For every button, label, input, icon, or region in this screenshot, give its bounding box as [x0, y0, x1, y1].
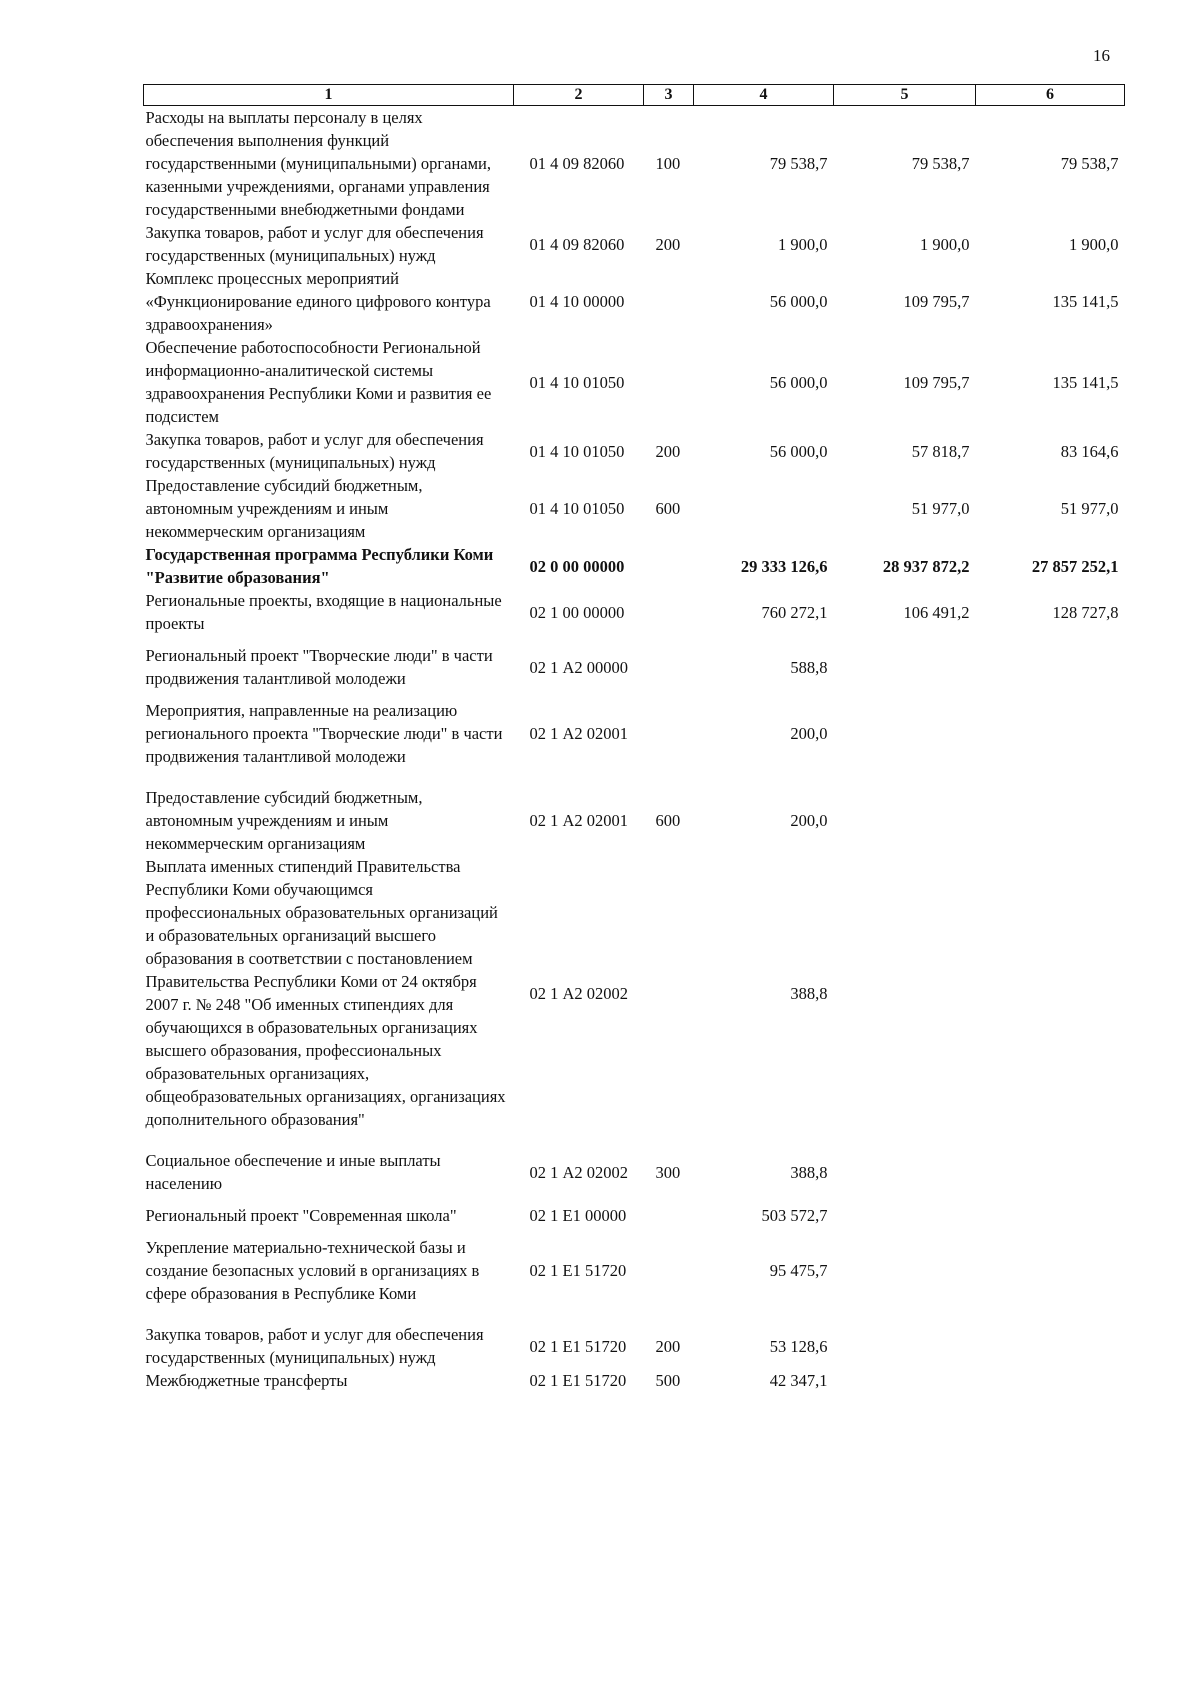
- row-kvr: 600: [655, 811, 681, 830]
- column-header-6: 6: [976, 85, 1125, 106]
- row-value-3: [976, 855, 1125, 1140]
- row-value-3: [976, 699, 1125, 777]
- row-name: Мероприятия, направленные на реализацию регионального проекта "Творческие люди" в части продвижения талантливой молодежи: [145, 701, 503, 766]
- row-value-3: 135 141,5: [1052, 292, 1119, 311]
- row-kvr: 600: [655, 499, 681, 518]
- row-value-2: [834, 699, 976, 777]
- row-code: 02 1 Е1 51720: [529, 1336, 627, 1356]
- row-value-1: 56 000,0: [769, 292, 828, 311]
- row-name: Выплата именных стипендий Правительства Республики Коми обучающимся профессиональных образовательных организаций и образовательных организаций высшего образования в соответствии с постановлением Правительства Республики Коми от 24 октября 2007 г. № 248 "Об именных стипендиях для обучающихся в образовательных организациях высшего образования, профессиональных образовательных организациях, общеобразовательных организациях, организациях дополнительного образования": [145, 857, 506, 1129]
- column-header-3: 3: [644, 85, 694, 106]
- row-name: Закупка товаров, работ и услуг для обеспечения государственных (муниципальных) нужд: [145, 1325, 484, 1367]
- row-value-2: [834, 644, 976, 699]
- row-name: Региональный проект "Творческие люди" в части продвижения талантливой молодежи: [145, 646, 493, 688]
- row-value-2: [834, 1236, 976, 1314]
- row-code: 01 4 10 01050: [529, 441, 625, 461]
- row-name: Закупка товаров, работ и услуг для обеспечения государственных (муниципальных) нужд: [145, 223, 484, 265]
- row-value-3: [976, 644, 1125, 699]
- row-value-2: 57 818,7: [911, 441, 970, 461]
- column-header-2: 2: [514, 85, 644, 106]
- row-value-2: [834, 1369, 976, 1392]
- row-code: 02 1 00 00000: [529, 602, 625, 622]
- row-value-1: 760 272,1: [761, 602, 828, 622]
- row-name: Закупка товаров, работ и услуг для обеспечения государственных (муниципальных) нужд: [145, 430, 484, 472]
- table-row: [144, 106, 1125, 222]
- row-name: Социальное обеспечение и иные выплаты населению: [145, 1151, 441, 1193]
- table-row: [144, 1314, 1125, 1369]
- row-kvr: [644, 1236, 694, 1314]
- row-value-2: 109 795,7: [903, 292, 970, 311]
- row-kvr: [644, 1204, 694, 1236]
- row-value-1: 1 900,0: [778, 234, 828, 254]
- row-code: 01 4 10 00000: [529, 292, 625, 311]
- row-value-1: 388,8: [790, 983, 828, 1003]
- row-kvr: 200: [655, 441, 681, 461]
- row-value-1: 29 333 126,6: [740, 556, 828, 576]
- row-name: Предоставление субсидий бюджетным, автономным учреждениям и иным некоммерческим организациям: [145, 788, 423, 853]
- row-value-1: 56 000,0: [769, 372, 828, 392]
- row-kvr: 500: [655, 1371, 681, 1390]
- row-name: Государственная программа Республики Коми "Развитие образования": [145, 545, 494, 587]
- row-value-2: [834, 1140, 976, 1204]
- row-value-2: [834, 855, 976, 1140]
- row-kvr: [644, 644, 694, 699]
- row-value-2: [834, 1314, 976, 1369]
- row-kvr: [644, 589, 694, 644]
- row-name: Межбюджетные трансферты: [145, 1371, 348, 1390]
- row-value-2: 106 491,2: [903, 602, 970, 622]
- row-code: 01 4 10 01050: [529, 372, 625, 392]
- row-code: 02 1 Е1 51720: [529, 1261, 627, 1280]
- row-kvr: 200: [655, 234, 681, 254]
- table-row: [144, 428, 1125, 474]
- row-value-3: [976, 1236, 1125, 1314]
- table-row: [144, 644, 1125, 699]
- row-value-2: 51 977,0: [911, 499, 970, 518]
- row-value-2: 109 795,7: [903, 372, 970, 392]
- row-kvr: [644, 543, 694, 589]
- table-row: [144, 1204, 1125, 1236]
- row-value-1: 200,0: [790, 811, 828, 830]
- row-kvr: 100: [655, 154, 681, 173]
- table-row: [144, 1369, 1125, 1392]
- row-code: 02 1 А2 00000: [529, 657, 629, 677]
- row-code: 02 1 А2 02001: [529, 811, 629, 830]
- row-name: Расходы на выплаты персоналу в целях обеспечения выполнения функций государственными (муниципальными) органами, казенными учреждениями, органами управления государственными внебюджетными фондами: [145, 108, 492, 219]
- row-code: 02 1 А2 02001: [529, 724, 629, 743]
- row-value-1: 42 347,1: [769, 1371, 828, 1390]
- row-value-1: 79 538,7: [769, 154, 828, 173]
- row-name: Обеспечение работоспособности Региональной информационно-аналитической системы здравоохранения Республики Коми и развития ее подсистем: [145, 338, 492, 426]
- row-value-2: [834, 777, 976, 855]
- row-value-2: 28 937 872,2: [882, 556, 970, 576]
- row-code: 02 1 А2 02002: [529, 1162, 629, 1182]
- column-header-5: 5: [834, 85, 976, 106]
- row-kvr: [644, 336, 694, 428]
- row-name: Укрепление материально-технической базы и создание безопасных условий в организациях в сфере образования в Республике Коми: [145, 1238, 480, 1303]
- row-name: Региональный проект "Современная школа": [145, 1206, 457, 1225]
- row-value-3: [976, 777, 1125, 855]
- row-value-1: 95 475,7: [769, 1261, 828, 1280]
- row-value-2: 1 900,0: [920, 234, 970, 254]
- page-number: 16: [1093, 46, 1110, 65]
- row-code: 02 1 А2 02002: [529, 983, 629, 1003]
- row-value-1: 56 000,0: [769, 441, 828, 461]
- row-value-1: 200,0: [790, 724, 828, 743]
- table-row: [144, 777, 1125, 855]
- table-row: [144, 589, 1125, 644]
- row-code: 01 4 09 82060: [529, 234, 625, 254]
- budget-table: [143, 84, 1125, 1392]
- row-value-1: [694, 474, 834, 543]
- row-value-3: 79 538,7: [1060, 154, 1119, 173]
- row-value-1: 588,8: [790, 657, 828, 677]
- row-value-1: 503 572,7: [761, 1206, 828, 1225]
- table-row: [144, 855, 1125, 1140]
- row-value-3: 1 900,0: [1069, 234, 1119, 254]
- table-row: [144, 474, 1125, 543]
- table-row-program: [144, 543, 1125, 589]
- row-value-1: 388,8: [790, 1162, 828, 1182]
- column-header-1: 1: [144, 85, 514, 106]
- table-row: [144, 699, 1125, 777]
- table-row: [144, 336, 1125, 428]
- column-header-4: 4: [694, 85, 834, 106]
- row-value-3: 135 141,5: [1052, 372, 1119, 392]
- row-value-3: 27 857 252,1: [1031, 556, 1119, 576]
- row-code: 02 1 Е1 00000: [529, 1206, 627, 1225]
- row-value-3: 83 164,6: [1060, 441, 1119, 461]
- row-value-3: [976, 1140, 1125, 1204]
- row-value-2: 79 538,7: [911, 154, 970, 173]
- row-kvr: [644, 699, 694, 777]
- row-name: Предоставление субсидий бюджетным, автономным учреждениям и иным некоммерческим организациям: [145, 476, 423, 541]
- table-row: [144, 267, 1125, 336]
- row-value-3: 128 727,8: [1052, 602, 1119, 622]
- row-value-1: 53 128,6: [769, 1336, 828, 1356]
- row-name: Комплекс процессных мероприятий «Функционирование единого цифрового контура здравоохранения»: [145, 269, 491, 334]
- row-kvr: [644, 267, 694, 336]
- row-code: 02 1 Е1 51720: [529, 1371, 627, 1390]
- row-kvr: 300: [655, 1162, 681, 1182]
- table-row: [144, 1236, 1125, 1314]
- row-code: 02 0 00 00000: [529, 556, 625, 576]
- row-code: 01 4 09 82060: [529, 154, 625, 173]
- row-value-3: 51 977,0: [1060, 499, 1119, 518]
- row-value-3: [976, 1369, 1125, 1392]
- row-kvr: [644, 855, 694, 1140]
- row-kvr: 200: [655, 1336, 681, 1356]
- row-value-3: [976, 1314, 1125, 1369]
- table-row: [144, 1140, 1125, 1204]
- row-value-3: [976, 1204, 1125, 1236]
- row-code: 01 4 10 01050: [529, 499, 625, 518]
- row-value-2: [834, 1204, 976, 1236]
- table-row: [144, 221, 1125, 267]
- row-name: Региональные проекты, входящие в национальные проекты: [145, 591, 502, 633]
- table-header-row: [144, 85, 1125, 106]
